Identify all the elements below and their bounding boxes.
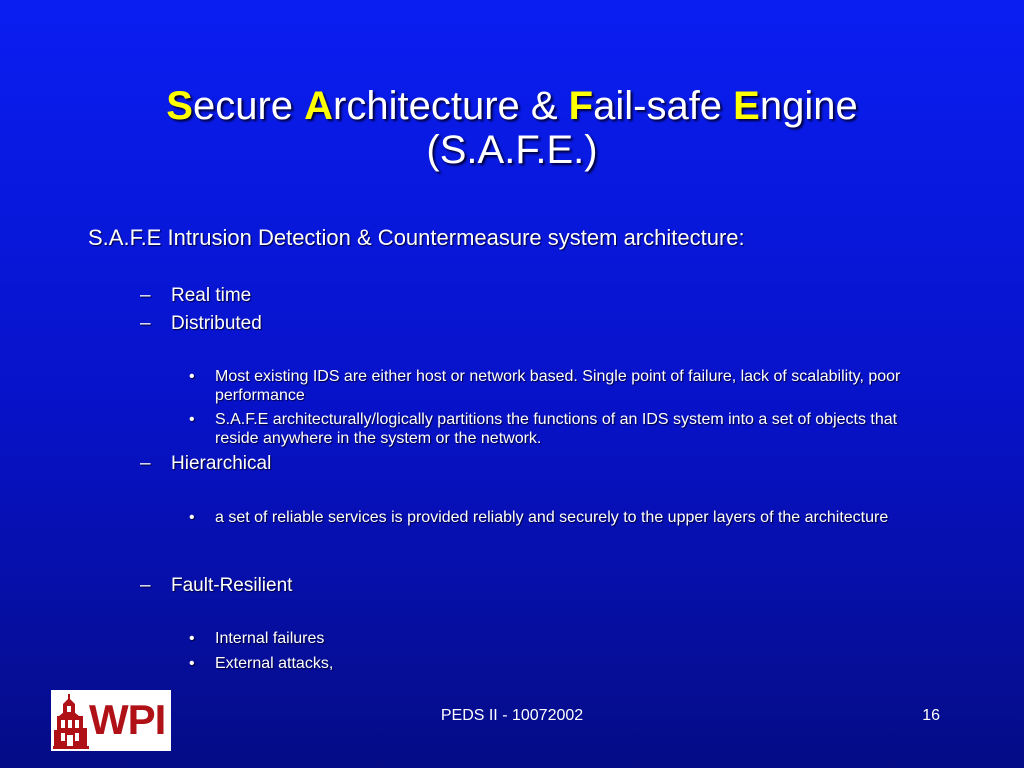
- title-initial-e: E: [733, 84, 760, 128]
- dash-marker: –: [140, 575, 151, 596]
- slide-title: [80, 84, 944, 172]
- sub-item-text: Internal failures: [215, 630, 325, 647]
- bullet-marker: •: [189, 630, 195, 647]
- title-initial-f: F: [568, 84, 594, 128]
- bullet-marker: •: [189, 368, 195, 385]
- title-word-failsafe: ail-safe: [593, 84, 734, 128]
- sub-item-hierarchical-1: [189, 508, 939, 527]
- page-number: 16: [922, 707, 940, 724]
- sub-item-distributed-1: [189, 367, 939, 405]
- section-heading: S.A.F.E Intrusion Detection & Countermeasure system architecture:: [88, 225, 745, 250]
- title-word-architecture: rchitecture &: [333, 84, 569, 128]
- sub-item-text: External attacks,: [215, 655, 334, 672]
- sub-item-fault-2: [189, 654, 939, 673]
- wpi-logo: [51, 690, 171, 751]
- title-acronym: (S.A.F.E.): [426, 128, 598, 172]
- sub-item-text: a set of reliable services is provided reliably and securely to the upper layers of the architecture: [215, 509, 889, 526]
- title-word-secure: ecure: [192, 84, 305, 128]
- list-item-label: Hierarchical: [171, 453, 272, 474]
- title-initial-s: S: [166, 84, 193, 128]
- bullet-marker: •: [189, 655, 195, 672]
- bullet-marker: •: [189, 411, 195, 428]
- logo-text: WPI: [89, 696, 166, 743]
- list-item-label: Fault-Resilient: [171, 575, 293, 596]
- title-word-engine: ngine: [759, 84, 858, 128]
- dash-marker: –: [140, 313, 151, 334]
- tower-icon: [51, 690, 91, 751]
- dash-marker: –: [140, 285, 151, 306]
- title-initial-a: A: [304, 84, 334, 128]
- bullet-marker: •: [189, 509, 195, 526]
- sub-item-text: S.A.F.E architecturally/logically partitions the functions of an IDS system into a set of objects that reside anywhere in the system or the network.: [215, 411, 898, 447]
- sub-item-fault-1: [189, 629, 939, 648]
- footer-text: PEDS II - 10072002: [440, 707, 584, 724]
- list-item-label: Real time: [171, 285, 252, 306]
- dash-marker: –: [140, 453, 151, 474]
- sub-item-text: Most existing IDS are either host or network based. Single point of failure, lack of scalability, poor performance: [215, 368, 901, 404]
- list-item-label: Distributed: [171, 313, 262, 334]
- sub-item-distributed-2: [189, 410, 939, 448]
